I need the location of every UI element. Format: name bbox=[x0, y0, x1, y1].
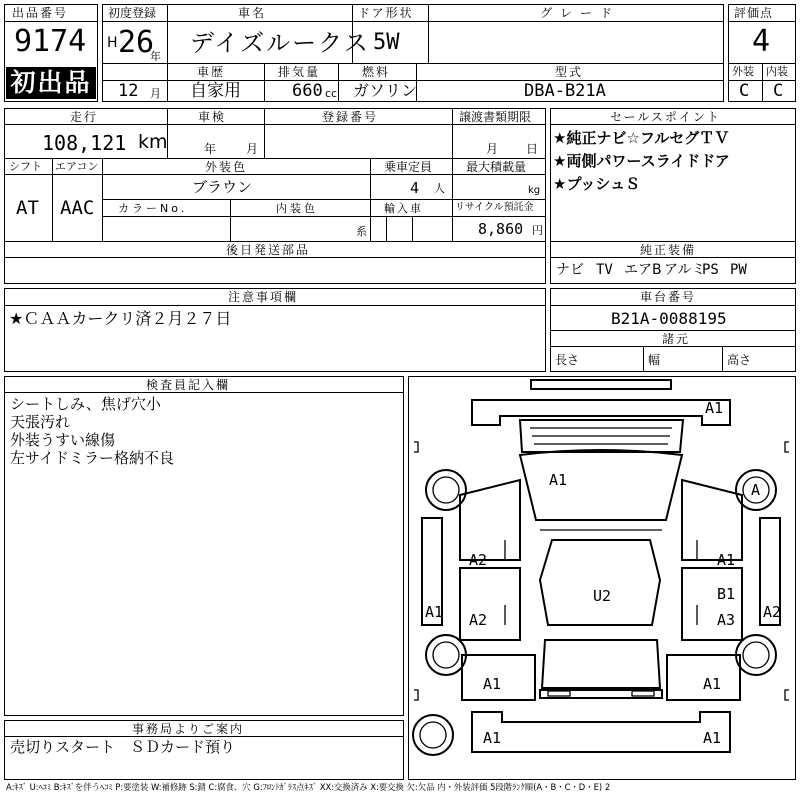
shift-label: シフト bbox=[9, 160, 42, 173]
shift-value: AT bbox=[16, 197, 39, 219]
history-value: 自家用 bbox=[190, 81, 241, 101]
height-label: 高さ bbox=[727, 353, 752, 367]
equipment-airbag: エアB bbox=[624, 262, 662, 278]
chassis-number: B21A-0088195 bbox=[611, 309, 727, 328]
mileage-label: 走行 bbox=[70, 110, 99, 124]
capacity-value: 4 bbox=[410, 179, 420, 197]
era-letter: H bbox=[107, 35, 118, 51]
door-type-label: ドア形状 bbox=[358, 6, 414, 20]
recycle-label: リサイクル預託金 bbox=[455, 202, 534, 213]
equipment-alloy: アルミ bbox=[664, 262, 706, 278]
transfer-docs-label: 譲渡書類期限 bbox=[459, 110, 532, 124]
damage-diagram bbox=[408, 376, 796, 780]
model-code: DBA-B21A bbox=[524, 81, 606, 101]
max-load-unit: kg bbox=[528, 185, 541, 196]
history-label: 車歴 bbox=[197, 65, 226, 79]
sales-point-3: ★プッシュＳ bbox=[553, 175, 641, 193]
interior-color-label: 内装色 bbox=[276, 202, 318, 215]
mark-right-fender: A2 bbox=[763, 603, 782, 621]
lot-number: 9174 bbox=[14, 24, 87, 59]
registration-year: 26 bbox=[118, 25, 155, 60]
office-notice-text: 売切りスタート ＳＤカード預り bbox=[10, 738, 236, 756]
mark-front-right: A1 bbox=[705, 399, 724, 417]
first-registration-label: 初度登録 bbox=[108, 6, 157, 20]
inspector-note-2: 天張汚れ bbox=[10, 413, 71, 431]
mark-left-rear-door: A2 bbox=[469, 611, 488, 629]
score-label: 評価点 bbox=[734, 6, 774, 20]
equipment-ps: PS bbox=[702, 262, 719, 278]
inspector-note-1: シートしみ、焦げ穴小 bbox=[10, 395, 161, 413]
interior-label: 内装 bbox=[766, 65, 788, 78]
sales-point-1: ★純正ナビ☆フルセグＴＶ bbox=[553, 129, 730, 147]
equipment-pw: PW bbox=[730, 262, 747, 278]
car-name: デイズルークス bbox=[190, 29, 370, 57]
equipment-navi: ナビ bbox=[556, 262, 584, 278]
transfer-month-unit: 月 bbox=[486, 142, 499, 156]
transfer-day-unit: 日 bbox=[526, 142, 539, 156]
inspector-note-4: 左サイドミラー格納不良 bbox=[10, 449, 174, 467]
sales-points-label: セールスポイント bbox=[610, 110, 721, 124]
mileage-unit: km bbox=[138, 131, 168, 153]
first-listing-badge: 初出品 bbox=[6, 67, 96, 99]
mark-rear-right: A1 bbox=[703, 729, 722, 747]
displacement-label: 排気量 bbox=[278, 65, 321, 79]
interior-grade: C bbox=[773, 81, 784, 101]
inspection-year-unit: 年 bbox=[204, 142, 217, 156]
max-load-label: 最大積載量 bbox=[466, 160, 527, 174]
equipment-tv: TV bbox=[596, 262, 613, 278]
door-type: 5W bbox=[373, 30, 400, 55]
damage-legend: A:ｷｽﾞ U:ﾍｺﾐ B:ｷｽﾞを伴うﾍｺﾐ P:要塗装 W:補修跡 S:錆 C:腐食、穴 G:ﾌﾛﾝﾄｶﾞﾗｽ点ｷｽﾞ XX:交換済み X:要交換 欠:欠品 内・外装評価 5段階ﾗﾝｸ順(A・B・C・D・E) 2 bbox=[6, 782, 611, 792]
capacity-label: 乗車定員 bbox=[384, 160, 433, 174]
ac-label: エアコン bbox=[55, 160, 99, 173]
car-body-diagram bbox=[409, 377, 795, 779]
sales-point-2: ★両側パワースライドドア bbox=[553, 152, 730, 170]
ac-value: AAC bbox=[60, 197, 95, 219]
evaluation-score: 4 bbox=[752, 24, 771, 59]
specs-label: 諸元 bbox=[662, 332, 691, 346]
exterior-label: 外装 bbox=[732, 65, 754, 78]
inspection-month-unit: 月 bbox=[246, 142, 259, 156]
recycle-amount: 8,860 bbox=[478, 220, 524, 238]
displacement-unit: cc bbox=[325, 87, 338, 100]
recycle-unit: 円 bbox=[532, 224, 543, 237]
registration-month: 12 bbox=[118, 81, 139, 101]
inspector-note-3: 外装うすい線傷 bbox=[10, 431, 116, 449]
mark-right-front-door: A1 bbox=[717, 551, 736, 569]
mark-right-mirror: A bbox=[751, 481, 761, 499]
mileage-value: 108,121 bbox=[42, 131, 127, 155]
mark-right-quarter: A1 bbox=[703, 675, 722, 693]
registration-number-label: 登録番号 bbox=[322, 110, 379, 124]
mark-floor: U2 bbox=[593, 587, 612, 605]
color-number-label: カラーNo. bbox=[118, 202, 188, 215]
mark-left-quarter: A1 bbox=[483, 675, 502, 693]
mark-rear-left: A1 bbox=[483, 729, 502, 747]
office-notice-label: 事務局よりご案内 bbox=[132, 722, 245, 736]
year-unit: 年 bbox=[150, 50, 161, 63]
month-unit: 月 bbox=[150, 87, 161, 100]
fuel-label: 燃料 bbox=[362, 65, 391, 79]
exterior-color: ブラウン bbox=[192, 178, 253, 196]
displacement-value: 660 bbox=[292, 81, 323, 101]
interior-color-unit: 系 bbox=[356, 225, 367, 238]
capacity-unit: 人 bbox=[434, 182, 445, 195]
exterior-grade: C bbox=[739, 81, 750, 101]
notes-text: ★ＣＡＡカークリ済２月２７日 bbox=[9, 309, 232, 328]
inspection-label: 車検 bbox=[198, 110, 227, 124]
mark-right-rear-door-top: B1 bbox=[717, 585, 736, 603]
lot-number-label: 出品番号 bbox=[12, 6, 69, 20]
chassis-number-label: 車台番号 bbox=[640, 290, 697, 304]
later-parts-label: 後日発送部品 bbox=[226, 243, 311, 257]
mark-left-fender: A1 bbox=[425, 603, 444, 621]
car-name-label: 車名 bbox=[238, 6, 267, 20]
notes-label: 注意事項欄 bbox=[228, 290, 299, 304]
fuel-value: ガソリン bbox=[353, 81, 418, 100]
mark-left-front-door: A2 bbox=[469, 551, 488, 569]
length-label: 長さ bbox=[555, 353, 580, 367]
exterior-color-label: 外装色 bbox=[205, 160, 248, 174]
model-label: 型式 bbox=[555, 65, 584, 79]
import-label: 輸入車 bbox=[384, 202, 423, 215]
inspector-notes-label: 検査員記入欄 bbox=[146, 378, 231, 392]
mark-roof: A1 bbox=[549, 471, 568, 489]
width-label: 幅 bbox=[648, 353, 661, 367]
equipment-label: 純正装備 bbox=[640, 243, 697, 257]
mark-right-rear-door: A3 bbox=[717, 611, 736, 629]
grade-label: グレード bbox=[540, 6, 621, 20]
